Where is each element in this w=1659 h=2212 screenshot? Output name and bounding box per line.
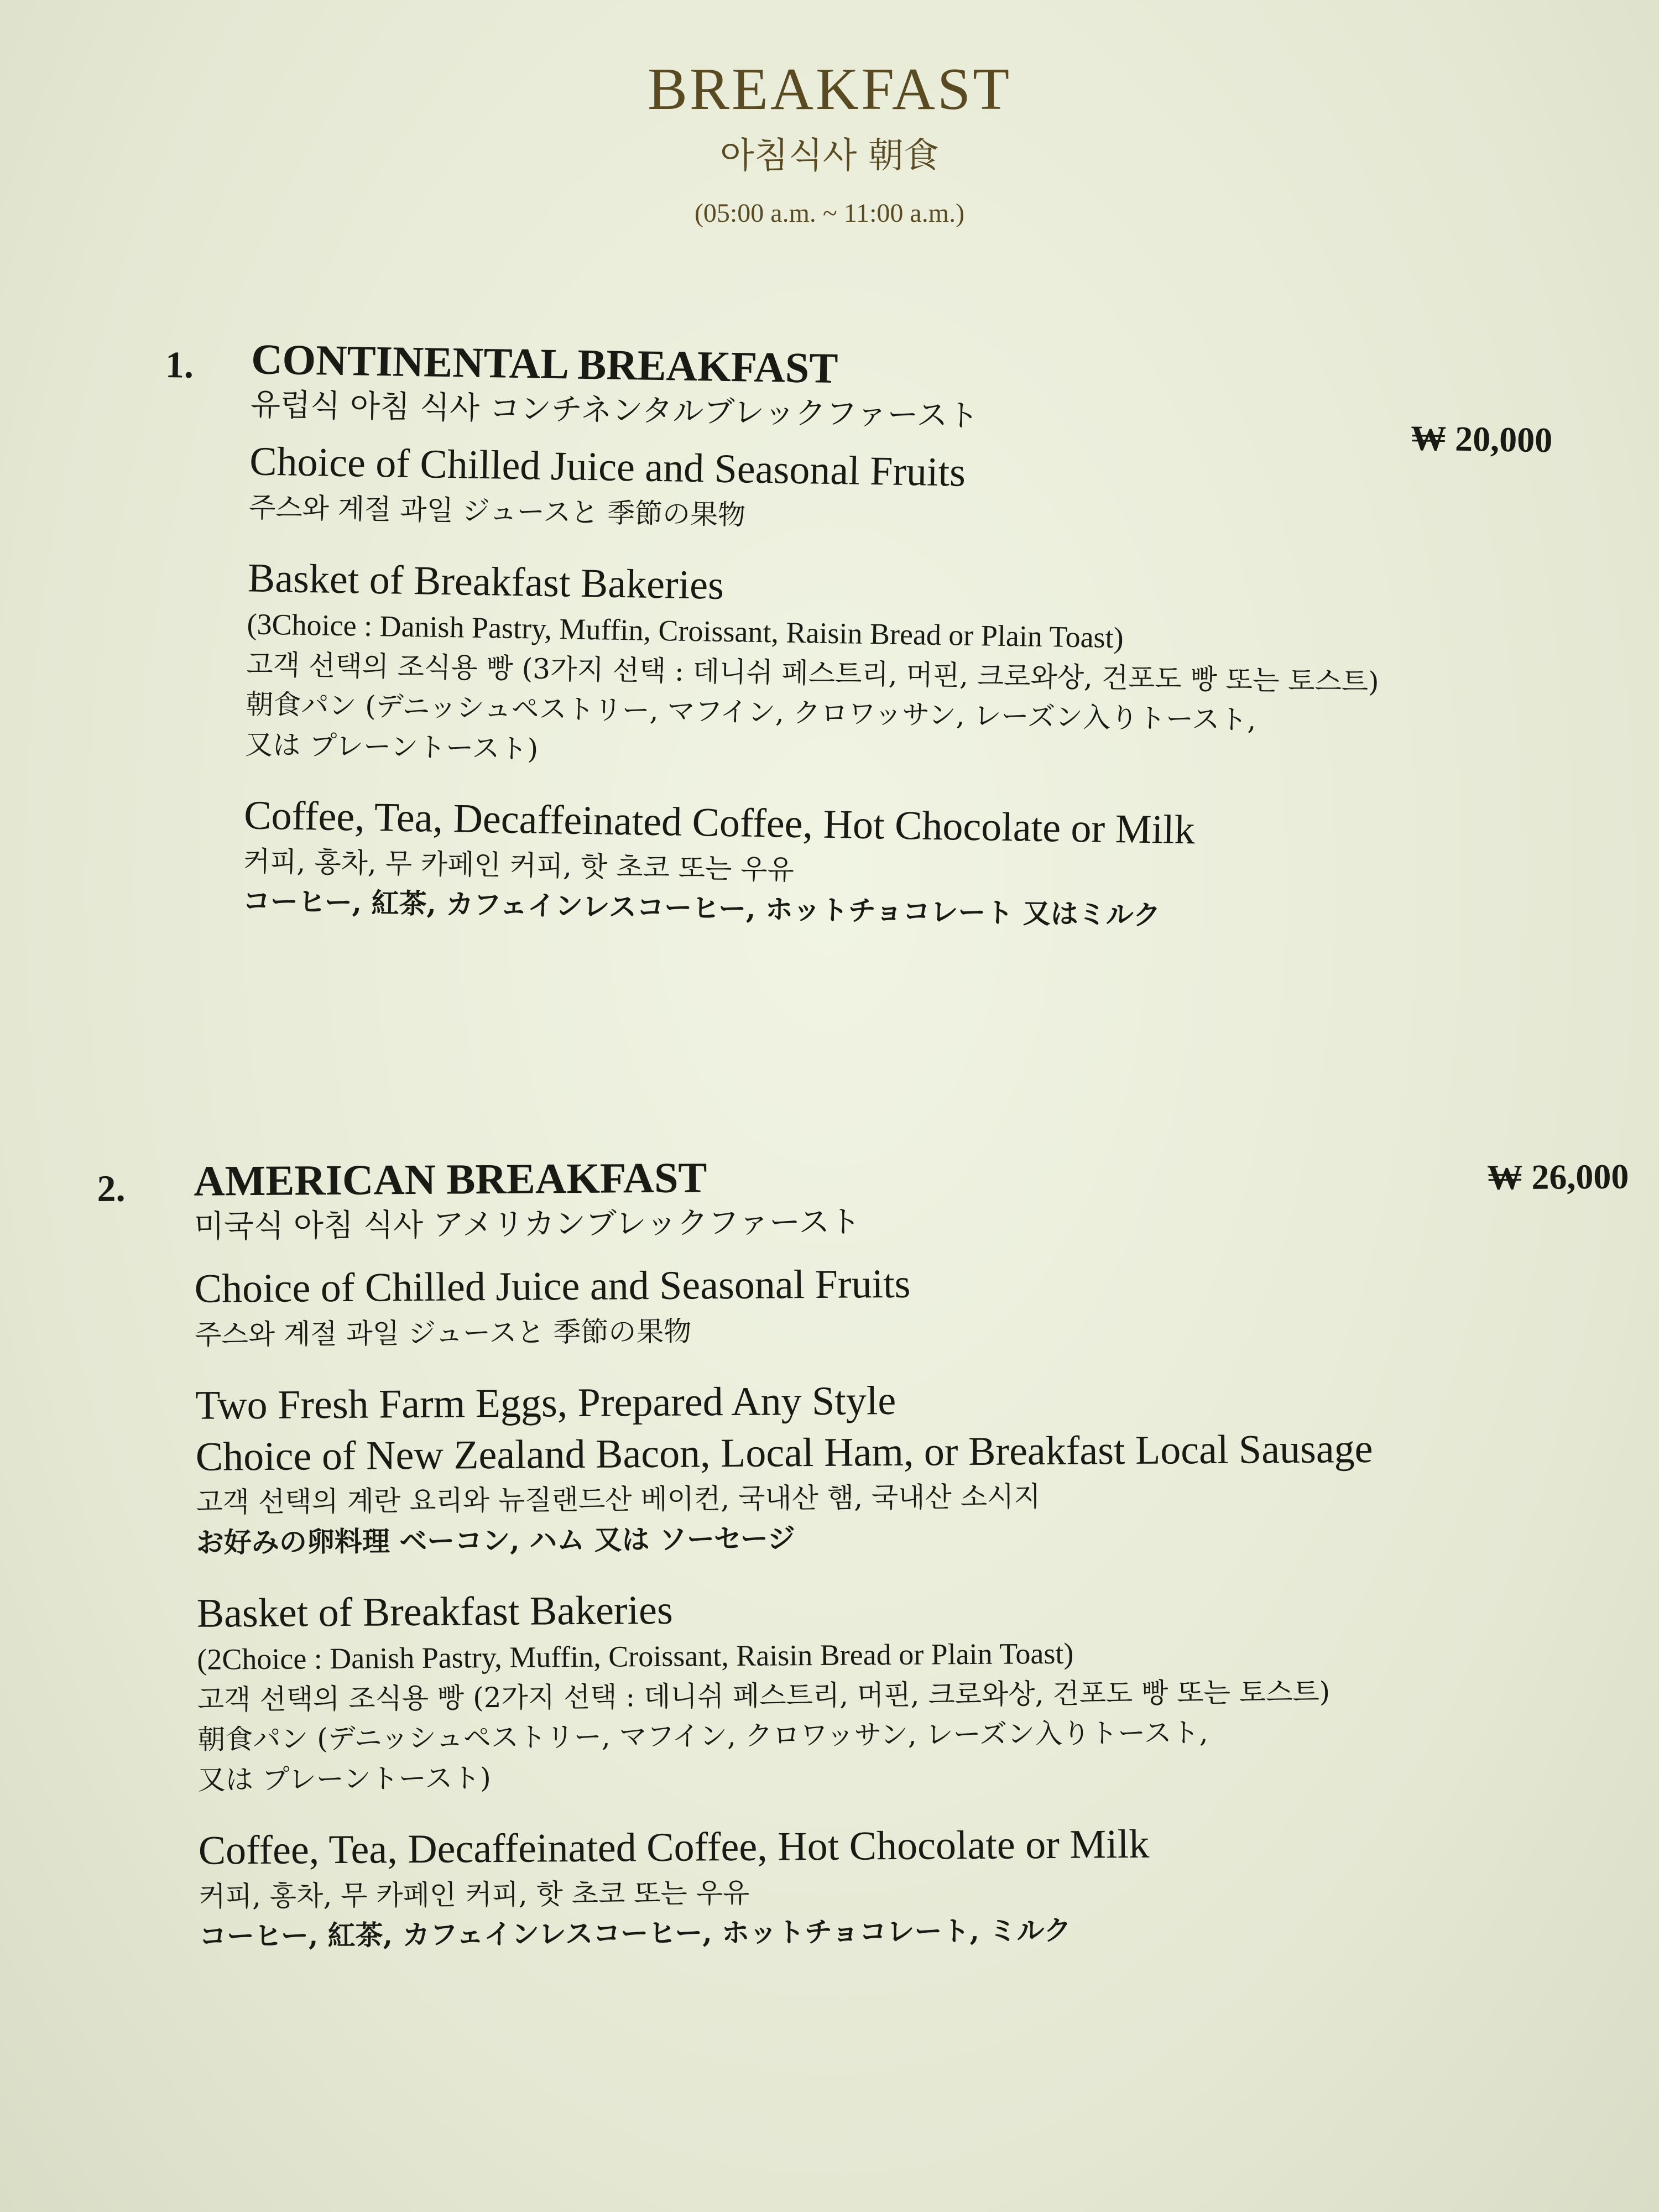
section-body: [194, 1146, 1526, 1957]
menu-item-juice: [248, 436, 1466, 547]
item-translation-korean: 커피, 홍차, 무 카페인 커피, 핫 초코 또는 우유: [199, 1876, 750, 1913]
item-title: Choice of Chilled Juice and Seasonal Fruits: [249, 439, 966, 496]
item-translation-korean: 고객 선택의 조식용 빵 (3가지 선택 : 데니쉬 페스트리, 머핀, 크로와상, 건포도 빵 또는 토스트): [246, 648, 1380, 698]
item-title: Basket of Breakfast Bakeries: [196, 1588, 674, 1637]
item-translation: 주스와 계절 과일 ジュースと 季節の果物: [248, 491, 746, 531]
menu-item-bakeries: [196, 1579, 1525, 1800]
item-title: Coffee, Tea, Decaffeinated Coffee, Hot Chocolate or Milk: [198, 1822, 1150, 1874]
item-translation-korean: 커피, 홍차, 무 카페인 커피, 핫 초코 또는 우유: [243, 845, 795, 886]
menu-item-bakeries: [245, 553, 1465, 784]
section-number: 2.: [97, 1167, 126, 1210]
section-number: 1.: [165, 343, 194, 386]
section-subtitle: 미국식 아침 식사 アメリカンブレックファースト: [194, 1203, 861, 1245]
american-breakfast-section: [0, 1145, 1659, 1953]
item-translation-japanese: お好みの卵料理 ベーコン, ハム 又は ソーセージ: [196, 1522, 796, 1559]
item-translation-japanese: 又は プレーントースト): [244, 728, 539, 765]
item-translation: 주스와 계절 과일 ジュースと 季節の果物: [195, 1315, 692, 1351]
service-hours: (05:00 a.m. ~ 11:00 a.m.): [694, 199, 965, 228]
section-subtitle: 유럽식 아침 식사 コンチネンタルブレックファースト: [250, 387, 979, 434]
item-note: (3Choice : Danish Pastry, Muffin, Croissant, Raisin Bread or Plain Toast): [247, 607, 1124, 655]
item-translation-japanese: 朝食パン (デニッシュペストリー, マフイン, クロワッサン, レーズン入りトースト,: [245, 688, 1256, 737]
item-title: Basket of Breakfast Bakeries: [247, 555, 724, 609]
item-title: Coffee, Tea, Decaffeinated Coffee, Hot Chocolate or Milk: [243, 792, 1196, 853]
section-price: ₩ 20,000: [1410, 418, 1553, 460]
item-title: Choice of Chilled Juice and Seasonal Fruits: [194, 1261, 911, 1312]
menu-title: BREAKFAST: [647, 56, 1012, 122]
section-price: ₩ 26,000: [1487, 1156, 1629, 1197]
section-title: CONTINENTAL BREAKFAST: [251, 335, 838, 393]
section-title: AMERICAN BREAKFAST: [194, 1153, 707, 1205]
item-translation-korean: 고객 선택의 계란 요리와 뉴질랜드산 베이컨, 국내산 햄, 국내산 소시지: [196, 1480, 1041, 1519]
menu-subtitle: 아침식사 朝食: [720, 135, 939, 176]
continental-breakfast-section: [0, 329, 1659, 932]
item-translation-japanese: 朝食パン (デニッシュペストリー, マフイン, クロワッサン, レーズン入りトースト,: [197, 1717, 1208, 1756]
menu-item-beverages: [198, 1816, 1526, 1957]
item-translation-japanese: コーヒー, 紅茶, カフェインレスコーヒー, ホットチョコレート 又はミルク: [242, 884, 1161, 932]
item-title-secondary: Choice of New Zealand Bacon, Local Ham, or Breakfast Local Sausage: [195, 1426, 1373, 1480]
section-body: [242, 333, 1468, 940]
item-translation-japanese: コーヒー, 紅茶, カフェインレスコーヒー, ホットチョコレート, ミルク: [199, 1914, 1072, 1953]
menu-item-beverages: [242, 790, 1460, 941]
menu-item-eggs: [195, 1371, 1524, 1563]
menu-item-juice: [194, 1254, 1522, 1355]
menu-header: [0, 55, 1659, 228]
item-title: Two Fresh Farm Eggs, Prepared Any Style: [195, 1378, 896, 1429]
item-translation-japanese: 又は プレーントースト): [197, 1761, 491, 1796]
item-translation-korean: 고객 선택의 조식용 빵 (2가지 선택 : 데니쉬 페스트리, 머핀, 크로와상, 건포도 빵 또는 토스트): [197, 1676, 1331, 1716]
item-note: (2Choice : Danish Pastry, Muffin, Croissant, Raisin Bread or Plain Toast): [197, 1636, 1074, 1676]
